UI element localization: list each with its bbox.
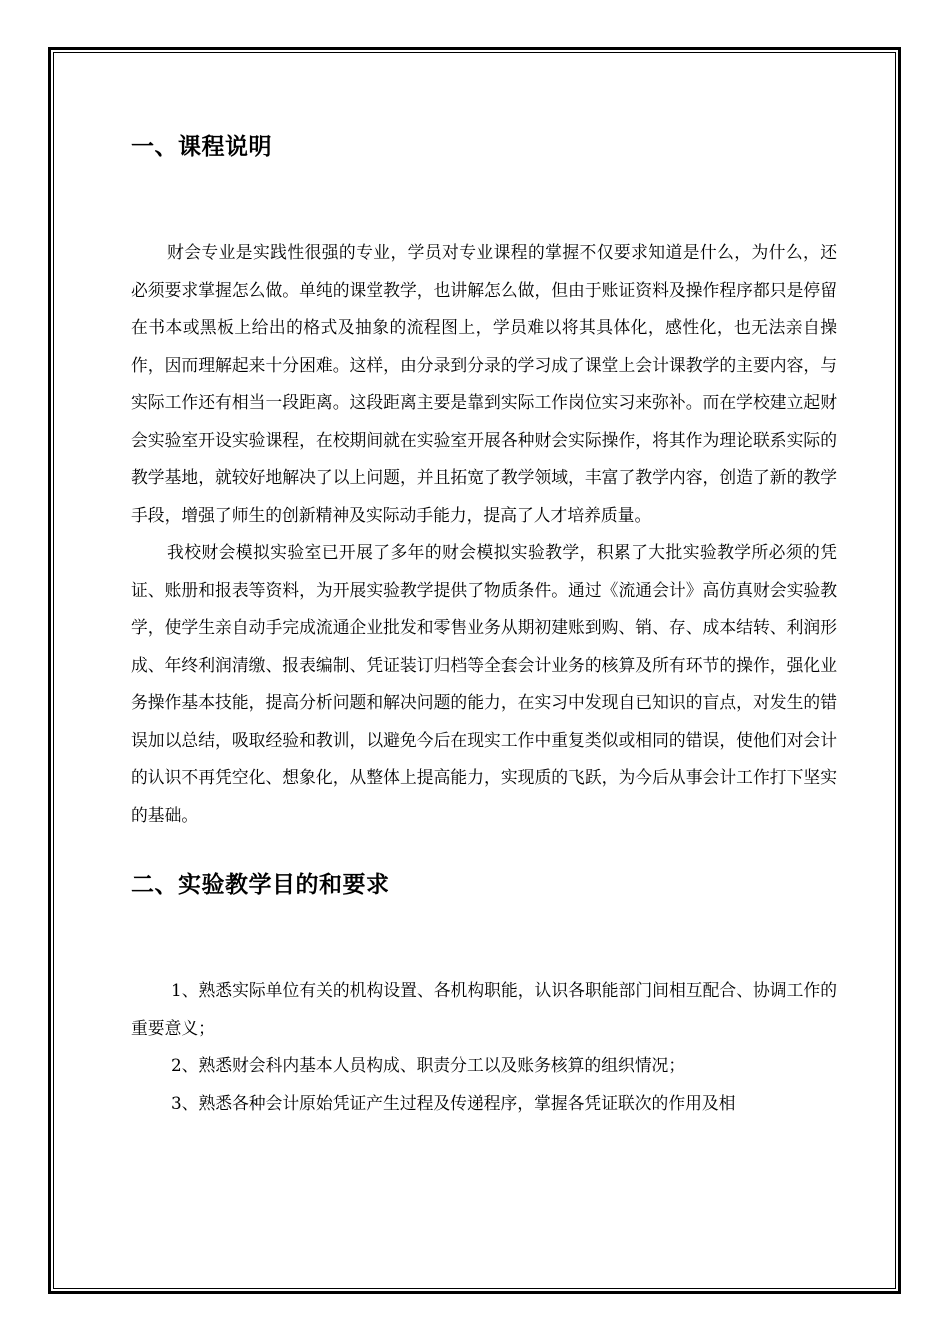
course-description-body [131, 234, 837, 834]
section-heading-objectives: 二、实验教学目的和要求 [131, 871, 390, 898]
list-item: 3、熟悉各种会计原始凭证产生过程及传递程序，掌握各凭证联次的作用及相 [171, 1092, 736, 1113]
section-heading-course-description: 一、课程说明 [131, 133, 272, 160]
paragraph: 我校财会模拟实验室已开展了多年的财会模拟实验教学，积累了大批实验教学所必须的凭证、账册和报表等资料，为开展实验教学提供了物质条件。通过《流通会计》高仿真财会实验教学，使学生亲自动手完成流通企业批发和零售业务从期初建账到购、销、存、成本结转、利润形成、年终利润清缴、报表编制、凭证装订归档等全套会计业务的核算及所有环节的操作，强化业务操作基本技能，提高分析问题和解决问题的能力，在实习中发现自已知识的盲点，对发生的错误加以总结，吸取经验和教训，以避免今后在现实工作中重复类似或相同的错误，使他们对会计的认识不再凭空化、想象化，从整体上提高能力，实现质的飞跃，为今后从事会计工作打下坚实的基础。 [131, 542, 837, 825]
list-item: 1、熟悉实际单位有关的机构设置、各机构职能，认识各职能部门间相互配合、协调工作的重要意义； [131, 980, 837, 1038]
paragraph: 财会专业是实践性很强的专业，学员对专业课程的掌握不仅要求知道是什么，为什么，还必须要求掌握怎么做。单纯的课堂教学，也讲解怎么做，但由于账证资料及操作程序都只是停留在书本或黑板上给出的格式及抽象的流程图上，学员难以将其具体化，感性化，也无法亲自操作，因而理解起来十分困难。这样，由分录到分录的学习成了课堂上会计课教学的主要内容，与实际工作还有相当一段距离。这段距离主要是靠到实际工作岗位实习来弥补。而在学校建立起财会实验室开设实验课程，在校期间就在实验室开展各种财会实际操作，将其作为理论联系实际的教学基地，就较好地解决了以上问题，并且拓宽了教学领域，丰富了教学内容，创造了新的教学手段，增强了师生的创新精神及实际动手能力，提高了人才培养质量。 [131, 242, 837, 525]
objectives-list [131, 972, 837, 1122]
list-item: 2、熟悉财会科内基本人员构成、职责分工以及账务核算的组织情况； [171, 1055, 686, 1075]
document-content [131, 128, 837, 1122]
